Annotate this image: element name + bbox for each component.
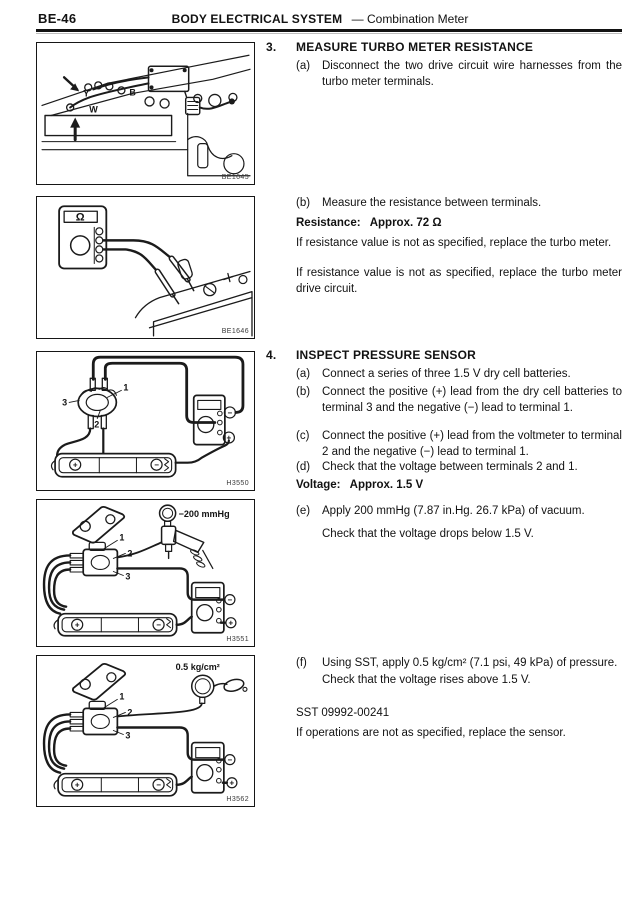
voltmeter-plus-symbol: + [228,618,234,628]
item-text: Connect a series of three 1.5 V dry cell batteries. [322,368,571,380]
pressure-gauge-label: 0.5 kg/cm² [175,662,220,673]
voltmeter-minus-symbol: − [227,755,233,765]
wire-to-terminal [105,363,215,422]
header-rule-shadow [36,33,622,34]
wire-label-w: W [89,104,98,115]
item-text: Connect the positive (+) lead from the voltmeter to terminal 2 and the negative (−) lead to terminal 1. [322,430,622,458]
terminal-3-label: 3 [125,730,131,741]
note-replace-meter: If resistance value is not as specified, replace the turbo meter. [296,237,612,249]
item-f-line2: Check that the voltage rises above 1.5 V. [322,673,531,686]
pressure-circuit-drawing [44,664,247,796]
dash-panel-lines [42,55,250,176]
pressure-sensor [83,549,117,575]
combination-meter-rear-illustration [37,43,254,184]
item-text: Disconnect the two drive circuit wire harnesses from the turbo meter terminals. [322,60,622,88]
item-e-line1: Apply 200 mmHg (7.87 in.Hg. 26.7 kPa) of vacuum. [322,505,585,517]
section-4-item-c [296,429,622,460]
section-4-item-e [296,504,622,542]
wire-to-voltmeter [117,727,222,759]
voltmeter-plus-symbol: + [226,433,232,443]
voltmeter-dial [198,416,214,432]
vacuum-test-illustration [37,500,254,646]
section-3-item-a [296,59,622,90]
page-number: BE-46 [38,11,77,26]
header-section-title: BODY ELECTRICAL SYSTEM [171,12,343,26]
section-3-item-b [296,196,622,212]
ohmmeter-drawing [59,206,252,336]
wire-label-y: Y [83,88,90,99]
vacuum-hose [117,542,161,557]
section-3-heading [266,40,622,56]
voltmeter-minus-symbol: − [227,408,233,418]
pressure-sensor [83,708,117,734]
terminal-2-label: 2 [127,548,133,559]
figure-pressure-sensor-circuit [36,351,255,491]
wire-to-voltmeter [117,568,222,599]
figure-code: H3550 [226,480,249,487]
figure-vacuum-test [36,499,255,647]
section-3-title: MEASURE TURBO METER RESISTANCE [296,40,534,54]
ohm-symbol: Ω [75,211,85,224]
item-text: Connect the positive (+) lead from the dry cell batteries to terminal 3 and the negative (−) lead to terminal 1. [322,386,622,414]
section-4-number: 4. [266,348,277,362]
test-lead-2 [103,249,157,271]
terminal-2-label: 2 [94,419,100,430]
ohmmeter-dial [71,236,90,255]
item-text: Check that the voltage between terminals 2 and 1. [322,461,578,473]
battery-plus-symbol: + [74,620,80,630]
item-text: Measure the resistance between terminals. [322,197,542,209]
figure-code: BE1645 [221,174,249,181]
item-label: (a) [296,60,311,72]
section-4-title: INSPECT PRESSURE SENSOR [296,348,476,362]
terminal-3-label: 3 [125,571,131,582]
battery-minus-symbol: − [154,460,159,470]
sensor-battery-voltmeter-illustration [37,352,254,490]
item-label: (b) [296,386,311,398]
pressure-test-illustration [37,656,254,806]
voltmeter-plus-symbol: + [229,778,235,788]
section-3-number: 3. [266,40,277,54]
battery-plus-symbol: + [74,780,80,790]
meter-case-edge [135,272,250,318]
voltmeter-display [198,400,221,409]
hand-bulb [223,677,245,693]
figure-pressure-test [36,655,255,807]
vacuum-gauge-label: −200 mmHg [178,509,230,520]
wire-label-b: B [129,87,136,98]
item-label: (a) [296,368,311,380]
section-4-item-b [296,385,622,416]
header-rule [36,29,622,32]
voltmeter-minus-symbol: − [227,595,233,605]
item-e-body [322,504,622,542]
item-label: (e) [296,505,311,517]
vacuum-circuit-drawing [44,505,236,636]
item-f-line1: Using SST, apply 0.5 kg/cm² (7.1 psi, 49 kPa) of pressure. [322,657,618,669]
vacuum-gauge [160,505,176,521]
final-note: If operations are not as specified, replace the sensor. [296,727,566,739]
item-e-line2: Check that the voltage drops below 1.5 V. [322,527,534,540]
item-label: (d) [296,461,311,473]
battery-minus-symbol: − [156,780,161,790]
circuit-drawing [51,357,242,477]
terminal-3-label: 3 [62,397,68,408]
figure-code: BE1646 [221,328,249,335]
terminal-1-label: 1 [119,691,125,702]
sensor-connector [78,388,116,416]
item-label: (b) [296,197,311,209]
voltage-spec: Voltage: Approx. 1.5 V [296,479,424,491]
note-replace-drive-circuit: If resistance value is not as specified, replace the turbo meter drive circuit. [296,267,622,295]
battery-minus-symbol: − [156,620,161,630]
meter-housing [45,116,172,136]
ohmmeter-illustration [37,197,254,338]
section-4-item-a [296,367,622,383]
figure-code: H3562 [226,796,249,803]
item-f-body [322,656,622,688]
header-title [0,12,640,26]
header-subsection-title: — Combination Meter [351,12,469,26]
terminal-1-label: 1 [123,382,129,393]
resistance-spec: Resistance: Approx. 72 Ω [296,217,442,229]
figure-resistance-measurement [36,196,255,339]
section-4-item-f [296,656,622,688]
terminal-2-label: 2 [127,707,133,718]
figure-turbo-meter-harness [36,42,255,185]
figure-code: H3551 [226,636,249,643]
battery-plus-symbol: + [72,460,78,470]
pump-handle [174,530,204,552]
terminal-1-label: 1 [119,532,125,543]
sst-number: SST 09992-00241 [296,707,390,719]
item-label: (c) [296,430,310,442]
section-4-heading [266,348,622,364]
item-label: (f) [296,657,307,669]
section-4-item-d [296,460,622,476]
